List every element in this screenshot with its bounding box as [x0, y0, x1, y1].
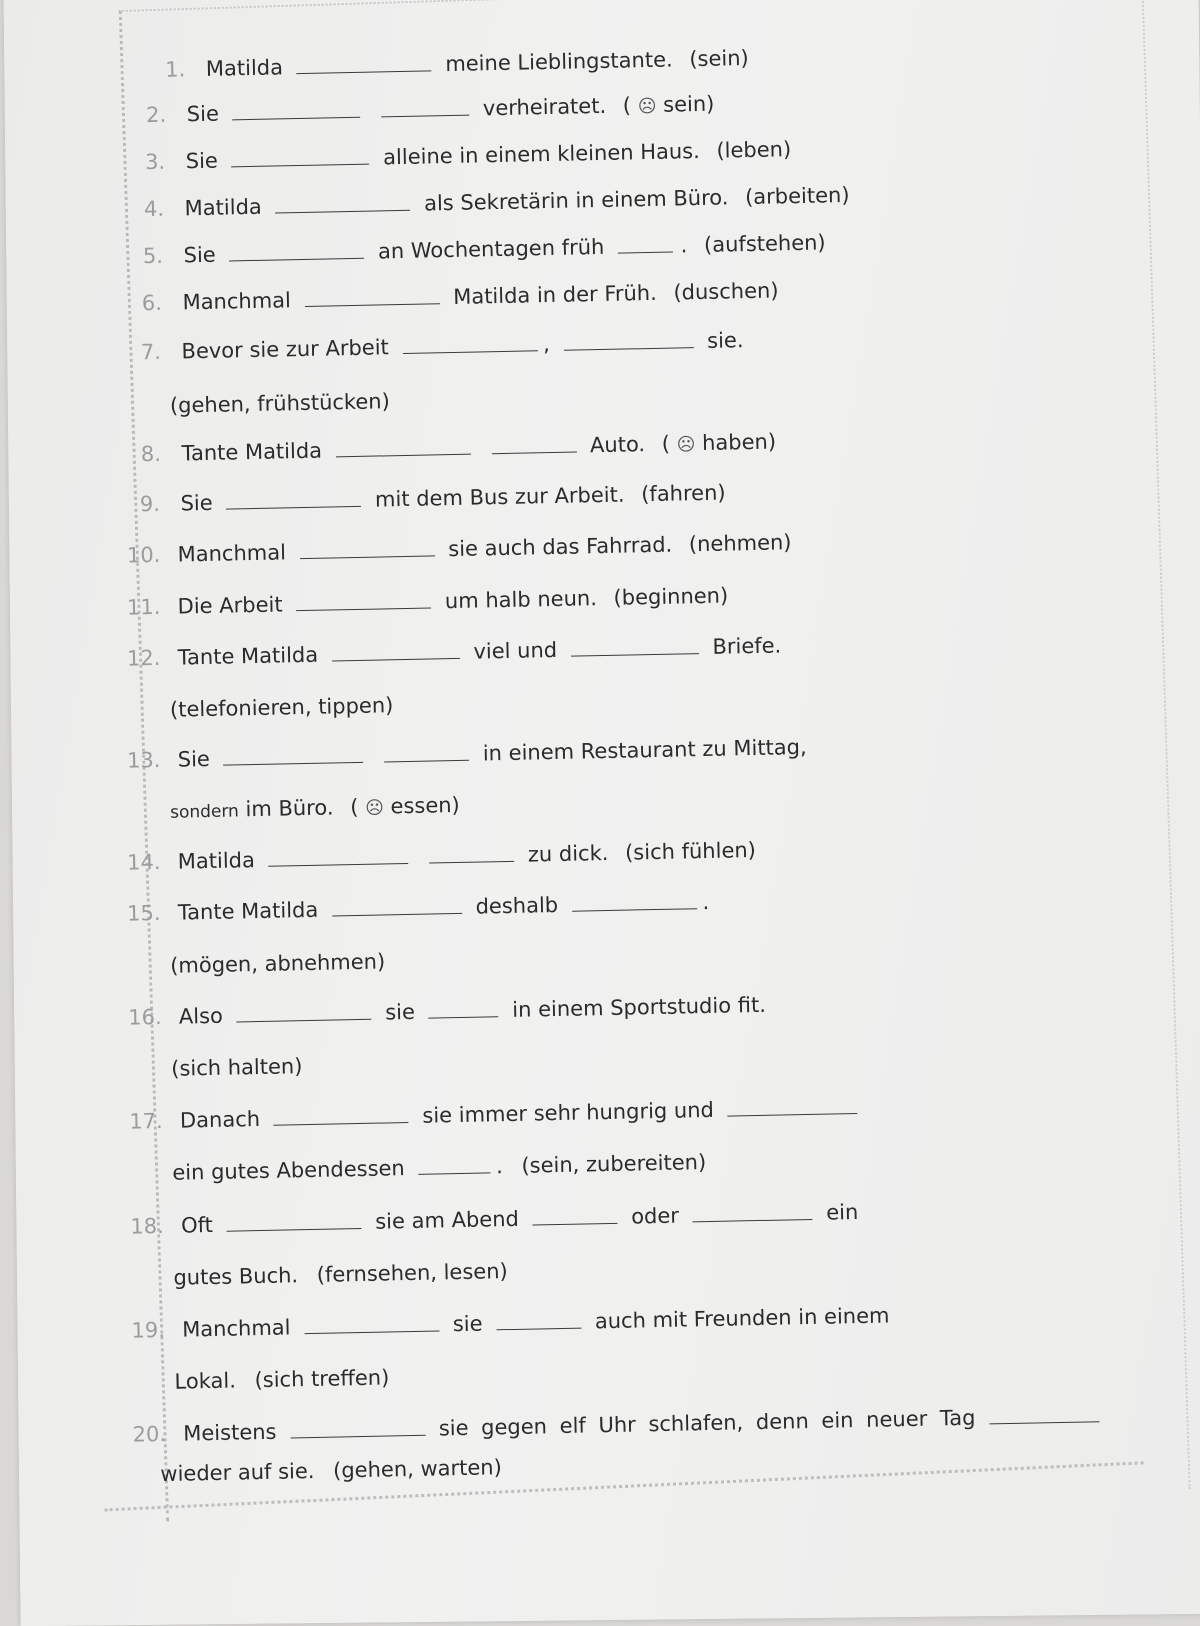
- exercise-text: Manchmal: [177, 540, 287, 567]
- answer-blank[interactable]: [727, 1097, 857, 1117]
- verb-hint: (gehen, warten): [332, 1455, 503, 1483]
- exercise-text: sie gegen elf Uhr schlafen, denn ein neuer Tag: [438, 1405, 976, 1441]
- exercise-number: 9.: [139, 491, 161, 517]
- exercise-13: [127, 735, 807, 783]
- exercise-9: [140, 481, 726, 527]
- answer-blank[interactable]: [429, 845, 514, 864]
- exercise-text: Sie: [183, 242, 216, 268]
- verb-hint: (sein, zubereiten): [521, 1150, 707, 1178]
- exercise-text: Matilda: [177, 848, 256, 874]
- exercise-text: ein: [826, 1200, 859, 1225]
- exercise-15: [127, 890, 710, 936]
- exercise-1: [165, 46, 749, 92]
- exercise-text: wieder auf sie.: [160, 1458, 315, 1487]
- answer-blank[interactable]: [563, 331, 693, 351]
- answer-blank[interactable]: [384, 744, 469, 763]
- answer-blank[interactable]: [332, 642, 460, 662]
- answer-blank[interactable]: [268, 847, 408, 867]
- answer-blank[interactable]: [989, 1405, 1099, 1424]
- verb-hint: (aufstehen): [703, 230, 826, 257]
- exercise-text: zu dick.: [527, 840, 609, 867]
- exercise-text: verheiratet.: [482, 93, 607, 121]
- exercise-text: meine Lieblingstante.: [445, 47, 673, 77]
- exercise-number: 12.: [126, 645, 161, 671]
- exercise-number: 8.: [140, 441, 162, 467]
- exercise-number: 15.: [126, 900, 161, 926]
- exercise-text: Sie: [186, 101, 220, 127]
- verb-hint: (telefonieren, tippen): [169, 693, 394, 722]
- answer-blank[interactable]: [226, 1212, 361, 1232]
- exercise-number: 13.: [126, 747, 161, 773]
- exercise-5: [143, 230, 826, 278]
- exercise-number: 3.: [144, 149, 166, 175]
- exercise-number: 18.: [130, 1213, 165, 1239]
- exercise-text: an Wochentagen früh: [377, 234, 605, 264]
- answer-blank[interactable]: [428, 1000, 498, 1018]
- exercise-text: sie am Abend: [374, 1206, 520, 1234]
- exercise-text: Matilda: [205, 55, 284, 81]
- exercise-text: Die Arbeit: [177, 592, 283, 619]
- exercise-text: um halb neun.: [444, 586, 598, 614]
- exercise-text: sie immer sehr hungrig und: [422, 1097, 715, 1128]
- exercise-16: [128, 993, 766, 1040]
- exercise-text: sie auch das Fahrrad.: [448, 532, 673, 562]
- exercise-text: Also: [178, 1003, 224, 1029]
- exercise-number: 7.: [140, 339, 162, 365]
- answer-blank[interactable]: [402, 334, 537, 354]
- exercise-number: 17.: [129, 1108, 163, 1134]
- exercise-7-hint: [170, 389, 390, 427]
- verb-hint: (sich treffen): [254, 1365, 390, 1393]
- exercise-text: Auto.: [589, 432, 646, 458]
- answer-blank[interactable]: [418, 1156, 490, 1174]
- verb-hint: (leben): [716, 137, 792, 163]
- verb-hint: (arbeiten): [744, 182, 850, 210]
- exercise-text: Sie: [177, 746, 211, 772]
- exercise-text: Lokal.: [174, 1368, 237, 1394]
- punctuation: ,: [542, 332, 551, 357]
- exercise-text: auch mit Freunden in einem: [594, 1303, 890, 1334]
- verb-hint: (: [349, 794, 359, 820]
- exercise-text: in einem Sportstudio fit.: [512, 992, 767, 1022]
- exercise-17: [129, 1095, 865, 1144]
- exercise-text: sie: [384, 999, 416, 1025]
- exercise-number: 19.: [131, 1317, 166, 1343]
- exercise-text: sie.: [706, 328, 744, 353]
- answer-blank[interactable]: [304, 1314, 439, 1334]
- punctuation: .: [702, 889, 710, 915]
- exercise-text: Oft: [180, 1212, 214, 1238]
- exercise-14: [127, 838, 756, 885]
- exercise-number: 14.: [126, 849, 161, 875]
- exercise-text: sie: [452, 1311, 483, 1337]
- exercise-text: Tante Matilda: [177, 897, 319, 925]
- exercise-text: alleine in einem kleinen Haus.: [382, 138, 701, 170]
- answer-blank[interactable]: [618, 236, 673, 254]
- answer-blank[interactable]: [274, 1106, 409, 1126]
- exercise-text: Briefe.: [712, 633, 782, 659]
- answer-blank[interactable]: [335, 438, 470, 458]
- exercise-2: [146, 92, 715, 137]
- punctuation: .: [680, 233, 688, 258]
- verb-hint: (gehen, frühstücken): [169, 389, 390, 418]
- exercise-text: Tante Matilda: [181, 438, 323, 466]
- exercise-text: im Büro.: [245, 795, 334, 822]
- frown-face-icon: ☹: [637, 95, 657, 118]
- answer-blank[interactable]: [692, 1203, 812, 1222]
- exercise-number: 11.: [126, 594, 161, 620]
- answer-blank[interactable]: [491, 436, 576, 455]
- answer-blank[interactable]: [571, 637, 699, 657]
- exercise-number: 2.: [145, 102, 167, 128]
- verb-hint: essen): [390, 792, 460, 819]
- exercise-text: Manchmal: [181, 1315, 291, 1342]
- exercise-text: deshalb: [475, 892, 559, 919]
- answer-blank[interactable]: [496, 1312, 581, 1331]
- exercise-text: in einem Restaurant zu Mittag,: [482, 734, 807, 766]
- exercise-number: 16.: [127, 1004, 162, 1030]
- answer-blank[interactable]: [275, 194, 410, 214]
- exercise-text: ein gutes Abendessen: [172, 1156, 405, 1185]
- exercise-text: Sie: [180, 490, 213, 516]
- exercise-3: [145, 137, 792, 184]
- exercise-20: [132, 1403, 1106, 1457]
- exercise-text: Tante Matilda: [177, 642, 319, 670]
- exercise-text: Matilda: [184, 194, 262, 221]
- exercise-12-hint: [170, 693, 394, 731]
- exercise-number: 4.: [143, 196, 165, 222]
- exercise-17-cont: [172, 1150, 706, 1195]
- verb-hint: (mögen, abnehmen): [169, 949, 386, 978]
- verb-hint: sein): [662, 91, 715, 117]
- verb-hint: (fernsehen, lesen): [316, 1259, 508, 1287]
- exercise-text: gutes Buch.: [173, 1263, 299, 1290]
- exercise-11: [127, 584, 729, 630]
- exercise-19: [131, 1303, 890, 1352]
- exercise-text: mit dem Bus zur Arbeit.: [374, 482, 625, 512]
- answer-blank[interactable]: [229, 242, 364, 262]
- answer-blank[interactable]: [532, 1207, 617, 1226]
- verb-hint: haben): [701, 429, 777, 455]
- answer-blank[interactable]: [296, 591, 431, 611]
- exercise-8: [141, 430, 777, 477]
- exercise-text: Bevor sie zur Arbeit: [181, 335, 389, 364]
- exercise-text: Manchmal: [182, 288, 292, 315]
- exercise-text: Matilda in der Früh.: [452, 280, 658, 309]
- answer-blank[interactable]: [572, 892, 697, 912]
- answer-blank[interactable]: [231, 148, 369, 168]
- answer-blank[interactable]: [290, 1419, 425, 1439]
- exercise-text: oder: [630, 1203, 680, 1229]
- answer-blank[interactable]: [236, 1003, 371, 1023]
- answer-blank[interactable]: [304, 287, 439, 307]
- verb-hint: (: [661, 431, 671, 456]
- answer-blank[interactable]: [332, 897, 462, 917]
- exercise-4: [144, 183, 850, 231]
- exercise-15-hint: [170, 949, 386, 987]
- exercise-16-hint: [171, 1054, 303, 1091]
- answer-blank[interactable]: [226, 490, 361, 510]
- verb-hint: (duschen): [673, 278, 779, 305]
- exercise-13-cont: [170, 793, 460, 833]
- exercise-18-cont: [173, 1259, 508, 1300]
- exercise-7: [141, 328, 744, 374]
- exercise-10: [127, 530, 792, 577]
- answer-blank[interactable]: [296, 54, 431, 74]
- frown-face-icon: ☹: [364, 797, 385, 819]
- answer-blank[interactable]: [232, 101, 360, 121]
- exercise-number: 5.: [142, 243, 164, 269]
- exercise-text: Danach: [179, 1107, 261, 1133]
- punctuation: .: [495, 1154, 504, 1179]
- exercise-18: [130, 1200, 859, 1249]
- exercise-number: 6.: [141, 290, 163, 316]
- verb-hint: (beginnen): [613, 583, 729, 610]
- verb-hint: (sein): [689, 45, 749, 72]
- exercise-number: 1.: [164, 57, 186, 82]
- exercise-20-cont: [160, 1455, 502, 1496]
- exercise-number: 20.: [132, 1421, 167, 1447]
- verb-hint: (nehmen): [688, 530, 792, 557]
- verb-hint: (fahren): [640, 480, 726, 507]
- answer-blank[interactable]: [381, 99, 469, 118]
- exercise-6: [142, 278, 779, 325]
- exercise-text: viel und: [473, 637, 558, 664]
- frown-face-icon: ☹: [676, 434, 696, 456]
- exercise-text: Sie: [185, 148, 219, 174]
- verb-hint: (sich fühlen): [624, 838, 757, 865]
- exercise-text: Meistens: [183, 1419, 277, 1446]
- exercise-12: [127, 633, 782, 680]
- verb-hint: (sich halten): [171, 1054, 303, 1081]
- answer-blank[interactable]: [223, 746, 363, 766]
- exercise-19-cont: [174, 1365, 389, 1403]
- answer-blank[interactable]: [299, 539, 434, 559]
- exercise-number: 10.: [126, 542, 161, 568]
- verb-hint: (: [622, 93, 632, 118]
- exercise-text: als Sekretärin in einem Büro.: [423, 185, 729, 216]
- exercise-text: sondern: [169, 801, 240, 823]
